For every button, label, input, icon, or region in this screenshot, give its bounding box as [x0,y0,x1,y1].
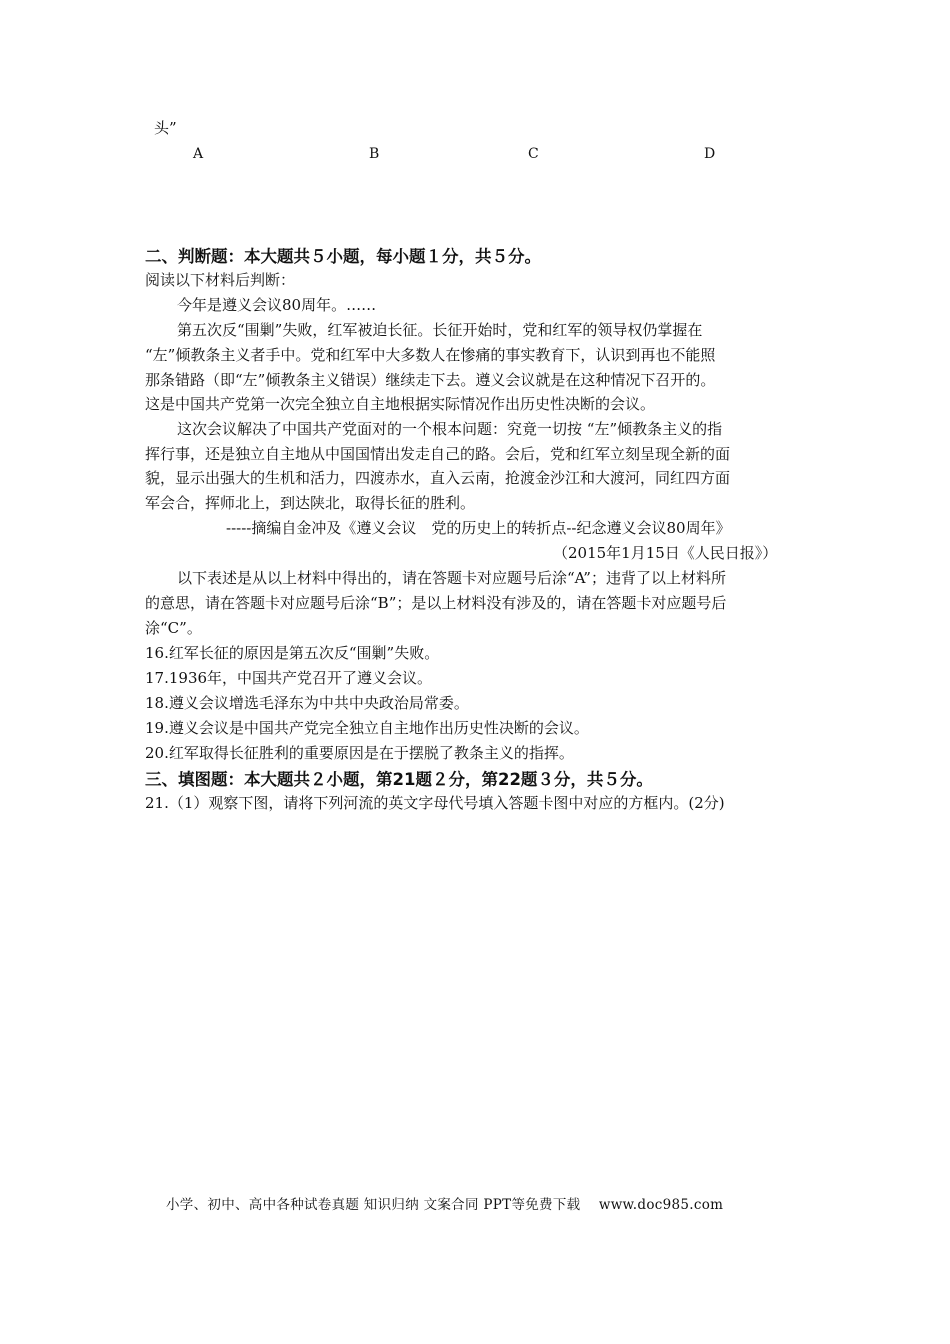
question-21: 21.（1）观察下图，请将下列河流的英文字母代号填入答题卡图中对应的方框内。(2分) [145,794,725,812]
question-16: 16.红军长征的原因是第五次反“围剿”失败。 [145,644,440,662]
option-a: A [193,146,204,162]
question-17: 17.1936年，中国共产党召开了遵义会议。 [145,669,433,687]
page-footer: 小学、初中、高中各种试卷真题 知识归纳 文案合同 PPT等免费下载 www.doc985.com [166,1197,724,1213]
question-18: 18.遵义会议增选毛泽东为中共中央政治局常委。 [145,694,469,712]
source-citation: -----摘编自金冲及《遵义会议 党的历史上的转折点--纪念遵义会议80周年》 [226,519,731,537]
option-c: C [528,146,539,162]
instruction-line: 以下表述是从以上材料中得出的，请在答题卡对应题号后涂“A”；违背了以上材料所 [177,569,726,587]
material-line: 今年是遵义会议80周年。…… [177,296,377,314]
instruction-line: 的意思，请在答题卡对应题号后涂“B”；是以上材料没有涉及的，请在答题卡对应题号后 [145,594,727,612]
source-date: （2015年1月15日《人民日报》） [553,544,778,562]
section2-intro: 阅读以下材料后判断： [145,271,296,289]
option-d: D [704,146,716,162]
material-line: 挥行事，还是独立自主地从中国国情出发走自己的路。会后，党和红军立刻呈现全新的面 [145,445,731,463]
material-line: 貌，显示出强大的生机和活力，四渡赤水，直入云南，抢渡金沙江和大渡河，同红四方面 [145,469,731,487]
material-line: 军会合，挥师北上，到达陕北，取得长征的胜利。 [145,494,476,512]
section2-heading: 二、判断题：本大题共５小题，每小题１分，共５分。 [145,247,541,266]
fragment-text: 头” [154,119,177,137]
material-line: 这是中国共产党第一次完全独立自主地根据实际情况作出历史性决断的会议。 [145,395,656,413]
section3-heading: 三、填图题：本大题共２小题，第21题２分，第22题３分，共５分。 [145,770,653,789]
material-line: 那条错路（即“左”倾教条主义错误）继续走下去。遵义会议就是在这种情况下召开的。 [145,371,716,389]
question-20: 20.红军取得长征胜利的重要原因是在于摆脱了教条主义的指挥。 [145,744,574,762]
material-line: 第五次反“围剿”失败，红军被迫长征。长征开始时，党和红军的领导权仍掌握在 [177,321,703,339]
material-line: 这次会议解决了中国共产党面对的一个根本问题：究竟一切按 “左”倾教条主义的指 [177,420,723,438]
option-b: B [369,146,380,162]
instruction-line: 涂“C”。 [145,619,202,637]
question-19: 19.遵义会议是中国共产党完全独立自主地作出历史性决断的会议。 [145,719,589,737]
material-line: “左”倾教条主义者手中。党和红军中大多数人在惨痛的事实教育下，认识到再也不能照 [145,346,716,364]
